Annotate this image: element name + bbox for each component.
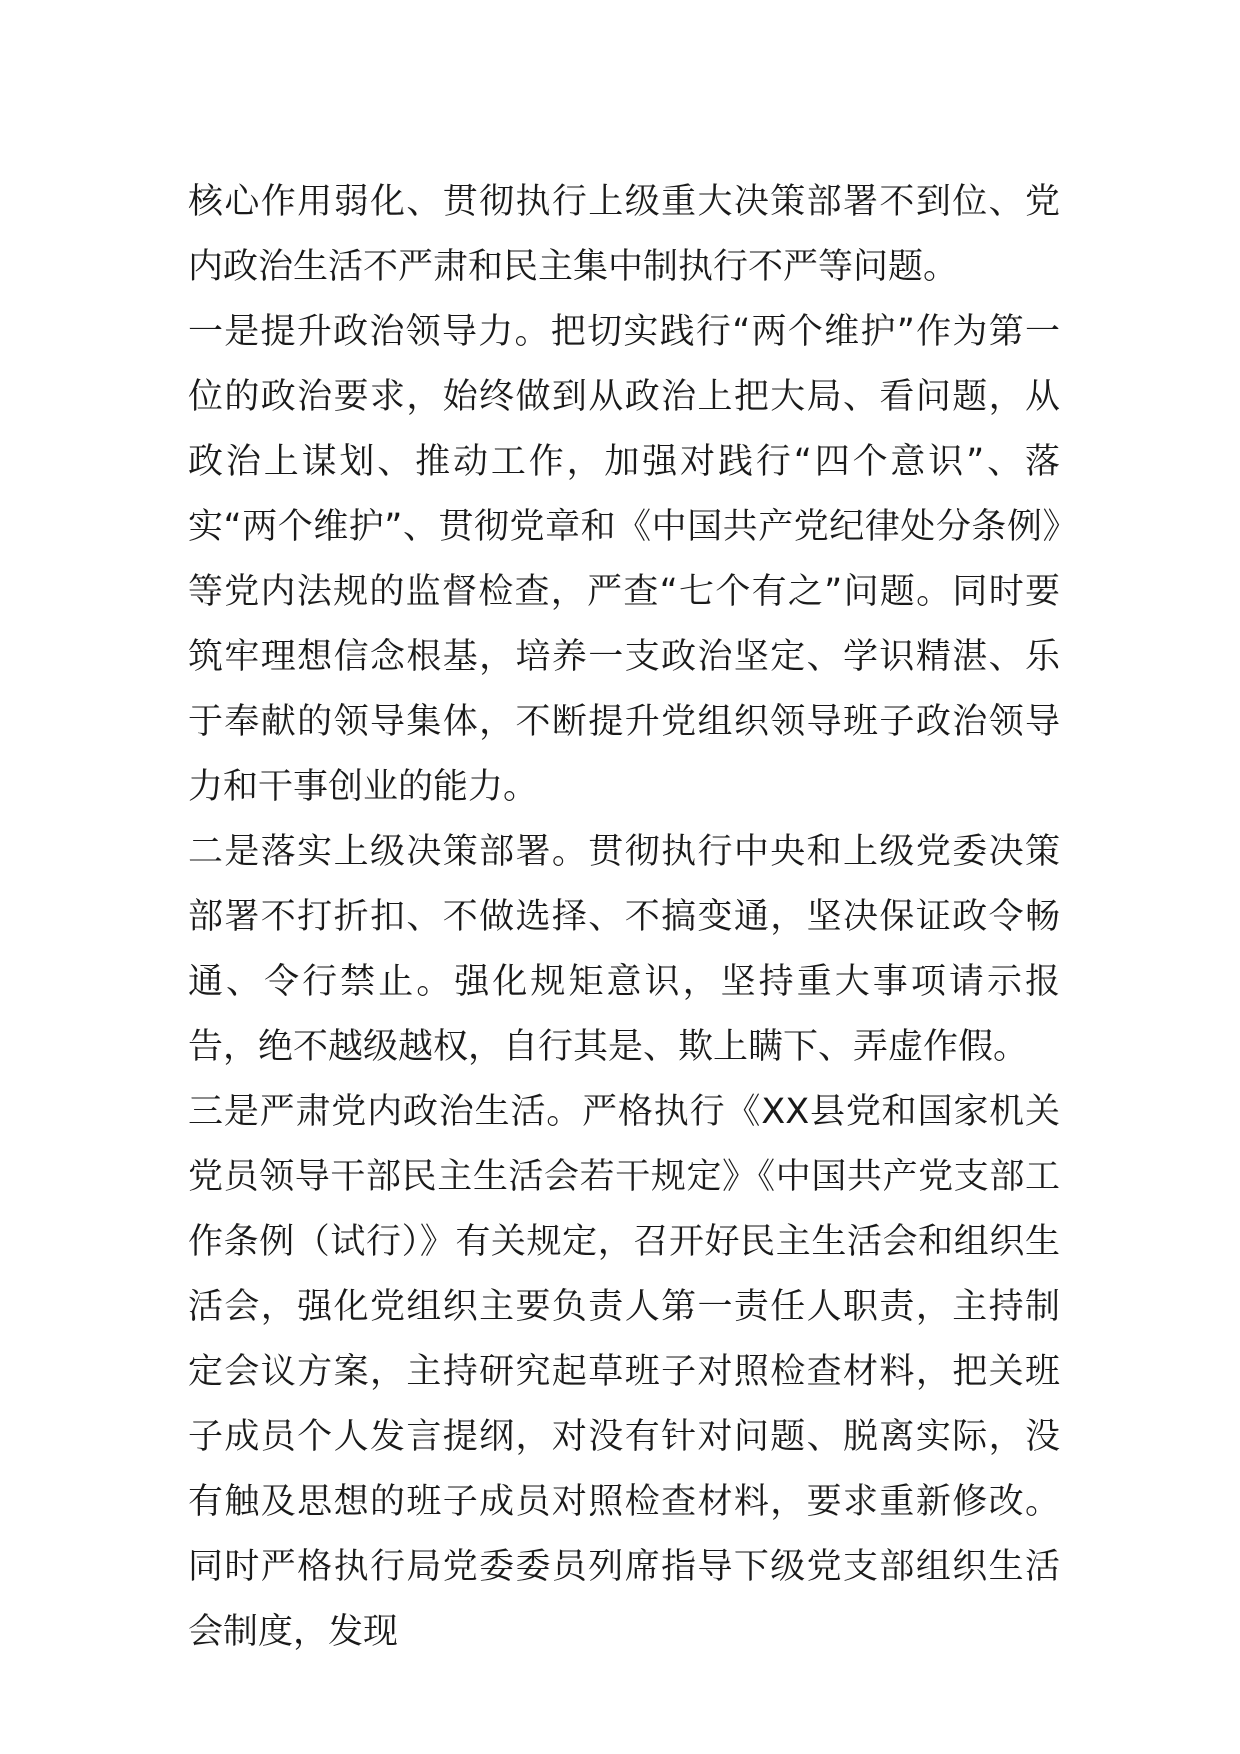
paragraph-implement-decisions: 二是落实上级决策部署。贯彻执行中央和上级党委决策部署不打折扣、不做选择、不搞变通，坚决保证政令畅通、令行禁止。强化规矩意识，坚持重大事项请示报告，绝不越级越权，自行其是、欺上瞒下、弄虚作假。: [188, 832, 1060, 1067]
paragraph-party-political-life: 三是严肃党内政治生活。严格执行《XX县党和国家机关党员领导干部民主生活会若干规定》《中国共产党支部工作条例（试行）》有关规定，召开好民主生活会和组织生活会，强化党组织主要负责人第一责任人职责，主持制定会议方案，主持研究起草班子对照检查材料，把关班子成员个人发言提纲，对没有针对问题、脱离实际，没有触及思想的班子成员对照检查材料，要求重新修改。同时严格执行局党委委员列席指导下级党支部组织生活会制度，发现: [188, 1092, 1060, 1652]
document-body: [188, 170, 1060, 1665]
paragraph-continuation: 核心作用弱化、贯彻执行上级重大决策部署不到位、党内政治生活不严肃和民主集中制执行不严等问题。: [188, 182, 1060, 287]
paragraph-political-leadership: 一是提升政治领导力。把切实践行“两个维护”作为第一位的政治要求，始终做到从政治上把大局、看问题，从政治上谋划、推动工作，加强对践行“四个意识”、落实“两个维护”、贯彻党章和《中国共产党纪律处分条例》等党内法规的监督检查，严查“七个有之”问题。同时要筑牢理想信念根基，培养一支政治坚定、学识精湛、乐于奉献的领导集体，不断提升党组织领导班子政治领导力和干事创业的能力。: [188, 312, 1060, 807]
